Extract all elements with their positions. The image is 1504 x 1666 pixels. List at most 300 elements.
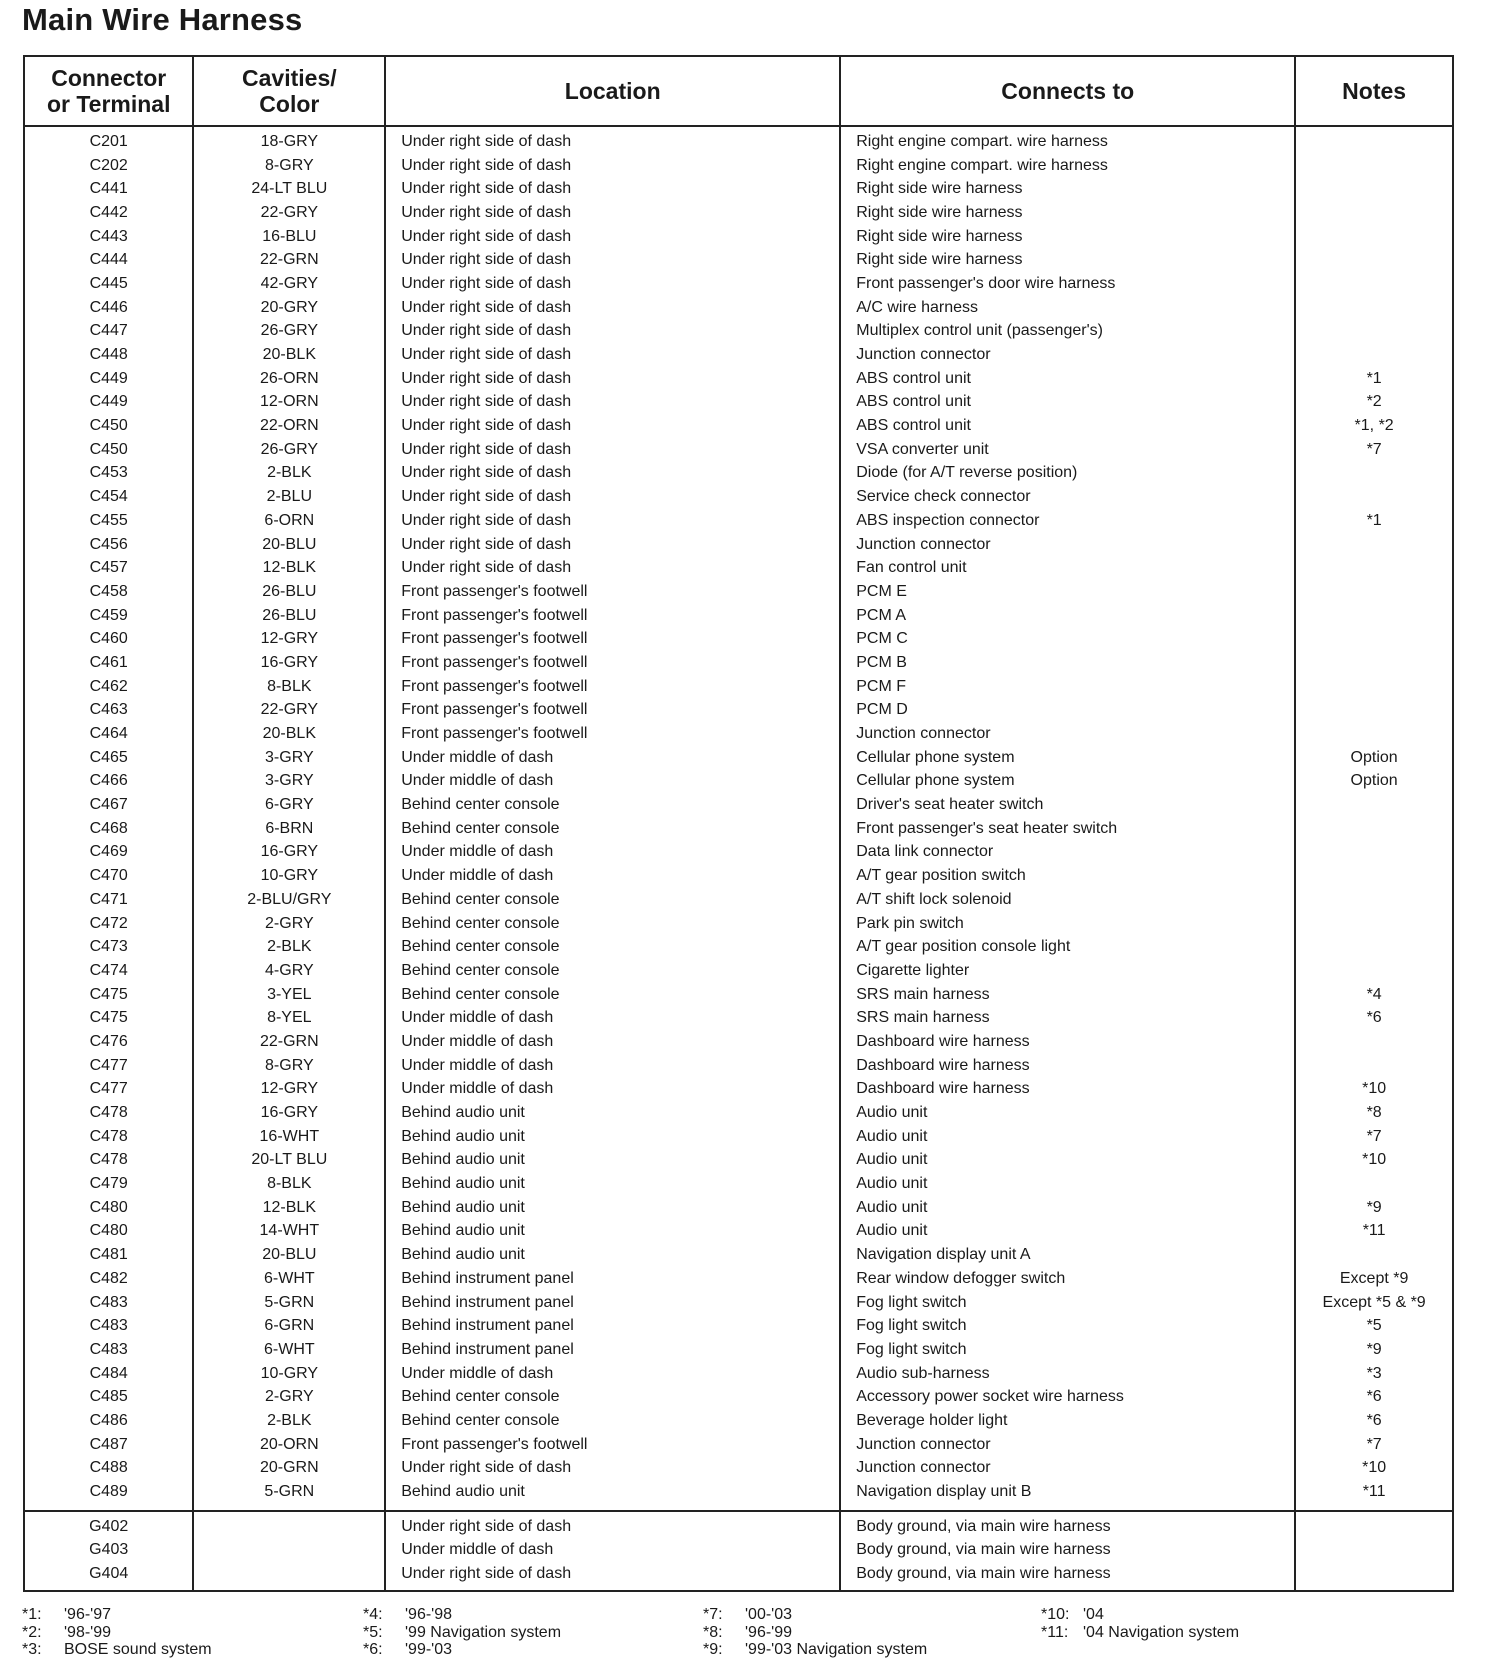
table-row xyxy=(24,1562,1453,1591)
cell-connects-to: Beverage holder light xyxy=(840,1409,1295,1433)
cell-connector: C450 xyxy=(24,438,193,462)
cell-connects-to: SRS main harness xyxy=(840,983,1295,1007)
table-row xyxy=(24,627,1453,651)
table-row xyxy=(24,1149,1453,1173)
cell-connector: C472 xyxy=(24,912,193,936)
table-row xyxy=(24,983,1453,1007)
cell-notes xyxy=(1295,1054,1453,1078)
cell-connector: C481 xyxy=(24,1243,193,1267)
table-row xyxy=(24,1385,1453,1409)
cell-location: Under middle of dash xyxy=(385,770,840,794)
footnote-key: *8: xyxy=(703,1623,723,1641)
cell-notes xyxy=(1295,343,1453,367)
table-row xyxy=(24,126,1453,154)
cell-connector: C446 xyxy=(24,296,193,320)
cell-notes: *1 xyxy=(1295,367,1453,391)
cell-notes xyxy=(1295,248,1453,272)
cell-location: Behind audio unit xyxy=(385,1196,840,1220)
cell-cavities: 8-BLK xyxy=(193,1172,385,1196)
cell-connector: C475 xyxy=(24,983,193,1007)
cell-location: Behind audio unit xyxy=(385,1220,840,1244)
page-title: Main Wire Harness xyxy=(22,2,303,37)
cell-location: Under middle of dash xyxy=(385,1078,840,1102)
cell-notes xyxy=(1295,959,1453,983)
cell-connects-to: PCM B xyxy=(840,651,1295,675)
cell-connects-to: A/T gear position console light xyxy=(840,935,1295,959)
cell-location: Behind center console xyxy=(385,817,840,841)
cell-cavities: 12-GRY xyxy=(193,1078,385,1102)
cell-connects-to: Junction connector xyxy=(840,343,1295,367)
cell-location: Behind instrument panel xyxy=(385,1314,840,1338)
cell-location: Behind audio unit xyxy=(385,1243,840,1267)
table-row xyxy=(24,770,1453,794)
cell-location: Front passenger's footwell xyxy=(385,722,840,746)
cell-notes xyxy=(1295,864,1453,888)
cell-cavities: 22-GRN xyxy=(193,1030,385,1054)
cell-connects-to: Right side wire harness xyxy=(840,177,1295,201)
cell-location: Under middle of dash xyxy=(385,1006,840,1030)
table-row xyxy=(24,154,1453,178)
table-row xyxy=(24,817,1453,841)
cell-location: Behind instrument panel xyxy=(385,1291,840,1315)
cell-location: Front passenger's footwell xyxy=(385,651,840,675)
cell-notes: *7 xyxy=(1295,1433,1453,1457)
cell-cavities: 16-GRY xyxy=(193,651,385,675)
cell-notes xyxy=(1295,272,1453,296)
cell-connects-to: Audio unit xyxy=(840,1101,1295,1125)
cell-connector: C453 xyxy=(24,462,193,486)
cell-cavities: 22-GRY xyxy=(193,699,385,723)
cell-connects-to: Cellular phone system xyxy=(840,770,1295,794)
cell-cavities: 20-ORN xyxy=(193,1433,385,1457)
cell-connector: C449 xyxy=(24,367,193,391)
table-row xyxy=(24,533,1453,557)
cell-notes: Option xyxy=(1295,770,1453,794)
cell-location: Under right side of dash xyxy=(385,1562,840,1591)
cell-notes xyxy=(1295,177,1453,201)
footnote xyxy=(703,1606,792,1624)
cell-location: Under right side of dash xyxy=(385,343,840,367)
cell-connects-to: ABS control unit xyxy=(840,414,1295,438)
cell-notes xyxy=(1295,225,1453,249)
cell-location: Under right side of dash xyxy=(385,462,840,486)
table-row xyxy=(24,841,1453,865)
cell-notes xyxy=(1295,935,1453,959)
cell-cavities: 10-GRY xyxy=(193,864,385,888)
table-row xyxy=(24,722,1453,746)
cell-cavities: 2-BLU/GRY xyxy=(193,888,385,912)
cell-connector: C480 xyxy=(24,1196,193,1220)
cell-location: Under right side of dash xyxy=(385,391,840,415)
ground-rows xyxy=(24,1511,1453,1591)
cell-cavities: 2-GRY xyxy=(193,912,385,936)
cell-connects-to: Multiplex control unit (passenger's) xyxy=(840,320,1295,344)
footnote xyxy=(22,1641,212,1659)
footnote-key: *6: xyxy=(363,1641,383,1658)
footnote-text: '00-'03 xyxy=(745,1606,793,1623)
cell-notes xyxy=(1295,533,1453,557)
cell-notes: Except *5 & *9 xyxy=(1295,1291,1453,1315)
cell-connects-to: Cigarette lighter xyxy=(840,959,1295,983)
cell-connector: C471 xyxy=(24,888,193,912)
cell-connector: C485 xyxy=(24,1385,193,1409)
cell-notes xyxy=(1295,580,1453,604)
cell-connector: C457 xyxy=(24,556,193,580)
cell-connector: C477 xyxy=(24,1054,193,1078)
cell-cavities: 22-GRN xyxy=(193,248,385,272)
cell-connector: C465 xyxy=(24,746,193,770)
cell-location: Behind audio unit xyxy=(385,1149,840,1173)
cell-location: Behind instrument panel xyxy=(385,1338,840,1362)
cell-cavities: 6-GRY xyxy=(193,793,385,817)
cell-notes: *1 xyxy=(1295,509,1453,533)
footnote-text: '98-'99 xyxy=(64,1623,112,1641)
table-row xyxy=(24,225,1453,249)
cell-connector: C469 xyxy=(24,841,193,865)
cell-connects-to: SRS main harness xyxy=(840,1006,1295,1030)
table-row xyxy=(24,1338,1453,1362)
cell-notes xyxy=(1295,1539,1453,1563)
table-row xyxy=(24,1267,1453,1291)
cell-connector: C444 xyxy=(24,248,193,272)
cell-connects-to: Junction connector xyxy=(840,533,1295,557)
cell-connector: G402 xyxy=(24,1511,193,1539)
cell-cavities: 2-BLK xyxy=(193,462,385,486)
header-location: Location xyxy=(385,56,840,126)
table-row xyxy=(24,1220,1453,1244)
cell-connects-to: Body ground, via main wire harness xyxy=(840,1539,1295,1563)
footnote-key: *9: xyxy=(703,1641,723,1658)
cell-location: Under right side of dash xyxy=(385,296,840,320)
cell-notes xyxy=(1295,912,1453,936)
table-row xyxy=(24,793,1453,817)
table-row xyxy=(24,912,1453,936)
table-row xyxy=(24,935,1453,959)
table-row xyxy=(24,438,1453,462)
cell-cavities: 14-WHT xyxy=(193,1220,385,1244)
cell-connects-to: PCM E xyxy=(840,580,1295,604)
cell-connects-to: A/C wire harness xyxy=(840,296,1295,320)
cell-location: Under middle of dash xyxy=(385,1362,840,1386)
table-row xyxy=(24,1539,1453,1563)
table-row xyxy=(24,201,1453,225)
cell-cavities: 10-GRY xyxy=(193,1362,385,1386)
cell-cavities: 26-GRY xyxy=(193,320,385,344)
cell-connects-to: Audio unit xyxy=(840,1172,1295,1196)
cell-location: Under right side of dash xyxy=(385,485,840,509)
cell-cavities: 5-GRN xyxy=(193,1480,385,1511)
cell-cavities: 20-BLK xyxy=(193,722,385,746)
footnote xyxy=(703,1624,792,1642)
cell-cavities: 20-BLU xyxy=(193,1243,385,1267)
cell-notes: *8 xyxy=(1295,1101,1453,1125)
table-row xyxy=(24,509,1453,533)
cell-connector: C201 xyxy=(24,126,193,154)
table-row xyxy=(24,1480,1453,1511)
cell-cavities: 26-BLU xyxy=(193,604,385,628)
cell-location: Under right side of dash xyxy=(385,1511,840,1539)
cell-location: Under middle of dash xyxy=(385,746,840,770)
cell-cavities: 6-WHT xyxy=(193,1338,385,1362)
cell-cavities: 20-BLU xyxy=(193,533,385,557)
cell-connects-to: Dashboard wire harness xyxy=(840,1030,1295,1054)
cell-location: Front passenger's footwell xyxy=(385,699,840,723)
table-row xyxy=(24,1314,1453,1338)
table-row xyxy=(24,1511,1453,1539)
table-row xyxy=(24,1006,1453,1030)
cell-connects-to: ABS control unit xyxy=(840,367,1295,391)
cell-cavities xyxy=(193,1511,385,1539)
cell-notes xyxy=(1295,296,1453,320)
cell-connects-to: A/T shift lock solenoid xyxy=(840,888,1295,912)
cell-connects-to: ABS inspection connector xyxy=(840,509,1295,533)
footnote-text: '96-'97 xyxy=(64,1606,112,1623)
cell-location: Behind audio unit xyxy=(385,1101,840,1125)
footnote-text: '99 Navigation system xyxy=(405,1623,562,1641)
cell-connector: C455 xyxy=(24,509,193,533)
cell-connects-to: PCM F xyxy=(840,675,1295,699)
cell-connector: C445 xyxy=(24,272,193,296)
footnote xyxy=(363,1606,452,1624)
cell-notes xyxy=(1295,675,1453,699)
cell-notes xyxy=(1295,651,1453,675)
cell-connector: G404 xyxy=(24,1562,193,1591)
cell-location: Front passenger's footwell xyxy=(385,580,840,604)
cell-connector: C483 xyxy=(24,1314,193,1338)
cell-notes xyxy=(1295,1562,1453,1591)
cell-notes xyxy=(1295,1172,1453,1196)
cell-notes: *3 xyxy=(1295,1362,1453,1386)
table-row xyxy=(24,864,1453,888)
cell-location: Under right side of dash xyxy=(385,126,840,154)
cell-connector: C489 xyxy=(24,1480,193,1511)
table-row xyxy=(24,1457,1453,1481)
cell-location: Behind center console xyxy=(385,1385,840,1409)
cell-connector: C487 xyxy=(24,1433,193,1457)
table-row xyxy=(24,1409,1453,1433)
cell-connector: C441 xyxy=(24,177,193,201)
cell-connector: C468 xyxy=(24,817,193,841)
cell-connector: C467 xyxy=(24,793,193,817)
cell-cavities: 22-GRY xyxy=(193,201,385,225)
cell-cavities xyxy=(193,1562,385,1591)
cell-notes xyxy=(1295,462,1453,486)
cell-connects-to: Front passenger's seat heater switch xyxy=(840,817,1295,841)
footnote xyxy=(22,1606,111,1624)
harness-table xyxy=(23,55,1454,1592)
cell-location: Under right side of dash xyxy=(385,438,840,462)
cell-connector: C442 xyxy=(24,201,193,225)
table-row xyxy=(24,248,1453,272)
cell-notes: *10 xyxy=(1295,1149,1453,1173)
cell-location: Under right side of dash xyxy=(385,556,840,580)
table-row xyxy=(24,367,1453,391)
footnote-text: '99-'03 xyxy=(405,1641,453,1658)
cell-connects-to: Rear window defogger switch xyxy=(840,1267,1295,1291)
cell-location: Under right side of dash xyxy=(385,272,840,296)
cell-notes: *11 xyxy=(1295,1480,1453,1511)
cell-connects-to: Service check connector xyxy=(840,485,1295,509)
cell-connector: C464 xyxy=(24,722,193,746)
cell-connector: C486 xyxy=(24,1409,193,1433)
cell-cavities: 16-GRY xyxy=(193,841,385,865)
cell-location: Behind center console xyxy=(385,1409,840,1433)
cell-cavities: 20-GRY xyxy=(193,296,385,320)
cell-cavities: 26-ORN xyxy=(193,367,385,391)
table-row xyxy=(24,296,1453,320)
cell-connector: C462 xyxy=(24,675,193,699)
cell-location: Behind center console xyxy=(385,935,840,959)
cell-notes: *10 xyxy=(1295,1457,1453,1481)
cell-notes: Option xyxy=(1295,746,1453,770)
footnote-key: *10: xyxy=(1041,1606,1070,1623)
cell-cavities: 12-ORN xyxy=(193,391,385,415)
footnote-text: BOSE sound system xyxy=(64,1641,212,1658)
cell-cavities: 20-LT BLU xyxy=(193,1149,385,1173)
cell-location: Under middle of dash xyxy=(385,1539,840,1563)
cell-connector: C480 xyxy=(24,1220,193,1244)
cell-location: Front passenger's footwell xyxy=(385,604,840,628)
cell-location: Behind center console xyxy=(385,912,840,936)
cell-connector: C477 xyxy=(24,1078,193,1102)
cell-location: Under right side of dash xyxy=(385,154,840,178)
cell-connects-to: PCM A xyxy=(840,604,1295,628)
cell-notes xyxy=(1295,556,1453,580)
cell-location: Under right side of dash xyxy=(385,414,840,438)
cell-location: Under right side of dash xyxy=(385,320,840,344)
cell-connector: C458 xyxy=(24,580,193,604)
cell-notes: *10 xyxy=(1295,1078,1453,1102)
cell-notes: *2 xyxy=(1295,391,1453,415)
cell-location: Under middle of dash xyxy=(385,1054,840,1078)
footnote xyxy=(703,1641,927,1659)
table-row xyxy=(24,580,1453,604)
cell-notes: *6 xyxy=(1295,1409,1453,1433)
cell-connector: C478 xyxy=(24,1149,193,1173)
cell-connects-to: Audio unit xyxy=(840,1220,1295,1244)
cell-connects-to: PCM D xyxy=(840,699,1295,723)
table-row xyxy=(24,1125,1453,1149)
cell-connector: C459 xyxy=(24,604,193,628)
cell-cavities: 8-YEL xyxy=(193,1006,385,1030)
cell-connects-to: Junction connector xyxy=(840,722,1295,746)
cell-connects-to: Dashboard wire harness xyxy=(840,1078,1295,1102)
cell-connects-to: Park pin switch xyxy=(840,912,1295,936)
cell-connects-to: Body ground, via main wire harness xyxy=(840,1511,1295,1539)
table-row xyxy=(24,343,1453,367)
table-row xyxy=(24,651,1453,675)
cell-cavities: 12-GRY xyxy=(193,627,385,651)
cell-cavities: 12-BLK xyxy=(193,556,385,580)
table-row xyxy=(24,675,1453,699)
cell-connects-to: Fog light switch xyxy=(840,1291,1295,1315)
cell-connector: C484 xyxy=(24,1362,193,1386)
cell-cavities: 3-GRY xyxy=(193,770,385,794)
cell-notes: *11 xyxy=(1295,1220,1453,1244)
cell-cavities: 2-BLK xyxy=(193,1409,385,1433)
cell-connects-to: Audio unit xyxy=(840,1196,1295,1220)
cell-connector: C454 xyxy=(24,485,193,509)
cell-connector: C473 xyxy=(24,935,193,959)
table-row xyxy=(24,1362,1453,1386)
table-row xyxy=(24,414,1453,438)
cell-location: Front passenger's footwell xyxy=(385,1433,840,1457)
footnotes xyxy=(22,1606,1442,1666)
cell-notes: *6 xyxy=(1295,1385,1453,1409)
table-row xyxy=(24,462,1453,486)
cell-location: Behind audio unit xyxy=(385,1125,840,1149)
cell-connects-to: Audio unit xyxy=(840,1149,1295,1173)
cell-location: Front passenger's footwell xyxy=(385,627,840,651)
table-row xyxy=(24,959,1453,983)
cell-notes xyxy=(1295,1243,1453,1267)
footnote xyxy=(1041,1606,1104,1624)
cell-cavities: 2-GRY xyxy=(193,1385,385,1409)
cell-location: Under right side of dash xyxy=(385,248,840,272)
cell-cavities: 26-GRY xyxy=(193,438,385,462)
cell-connector: C478 xyxy=(24,1101,193,1125)
footnote-key: *2: xyxy=(22,1623,42,1641)
cell-notes xyxy=(1295,154,1453,178)
table-row xyxy=(24,1078,1453,1102)
cell-notes xyxy=(1295,126,1453,154)
table-row xyxy=(24,1196,1453,1220)
table-row xyxy=(24,556,1453,580)
cell-notes xyxy=(1295,888,1453,912)
header-connects-to: Connects to xyxy=(840,56,1295,126)
cell-notes: *7 xyxy=(1295,438,1453,462)
cell-location: Front passenger's footwell xyxy=(385,675,840,699)
cell-location: Under middle of dash xyxy=(385,841,840,865)
cell-connector: C474 xyxy=(24,959,193,983)
table-row xyxy=(24,1291,1453,1315)
cell-connector: C475 xyxy=(24,1006,193,1030)
footnote xyxy=(1041,1624,1239,1642)
cell-connects-to: Cellular phone system xyxy=(840,746,1295,770)
table-row xyxy=(24,699,1453,723)
table-row xyxy=(24,888,1453,912)
cell-connector: C447 xyxy=(24,320,193,344)
table-row xyxy=(24,1054,1453,1078)
cell-connects-to: Right side wire harness xyxy=(840,201,1295,225)
cell-connects-to: Junction connector xyxy=(840,1457,1295,1481)
cell-connects-to: Body ground, via main wire harness xyxy=(840,1562,1295,1591)
header-notes: Notes xyxy=(1295,56,1453,126)
connector-rows xyxy=(24,126,1453,1511)
footnote-text: '99-'03 Navigation system xyxy=(745,1641,928,1658)
cell-cavities: 42-GRY xyxy=(193,272,385,296)
table-row xyxy=(24,485,1453,509)
cell-connects-to: Navigation display unit A xyxy=(840,1243,1295,1267)
cell-connects-to: Fog light switch xyxy=(840,1314,1295,1338)
cell-cavities: 2-BLK xyxy=(193,935,385,959)
cell-location: Under middle of dash xyxy=(385,864,840,888)
cell-connector: C466 xyxy=(24,770,193,794)
cell-notes: *9 xyxy=(1295,1338,1453,1362)
cell-cavities xyxy=(193,1539,385,1563)
cell-location: Behind center console xyxy=(385,888,840,912)
cell-location: Under right side of dash xyxy=(385,225,840,249)
cell-cavities: 16-GRY xyxy=(193,1101,385,1125)
table-row xyxy=(24,1101,1453,1125)
cell-connector: C479 xyxy=(24,1172,193,1196)
cell-connector: C478 xyxy=(24,1125,193,1149)
footnote xyxy=(363,1641,452,1659)
footnote-key: *7: xyxy=(703,1606,723,1623)
cell-connector: C476 xyxy=(24,1030,193,1054)
cell-location: Behind audio unit xyxy=(385,1172,840,1196)
cell-connector: C463 xyxy=(24,699,193,723)
